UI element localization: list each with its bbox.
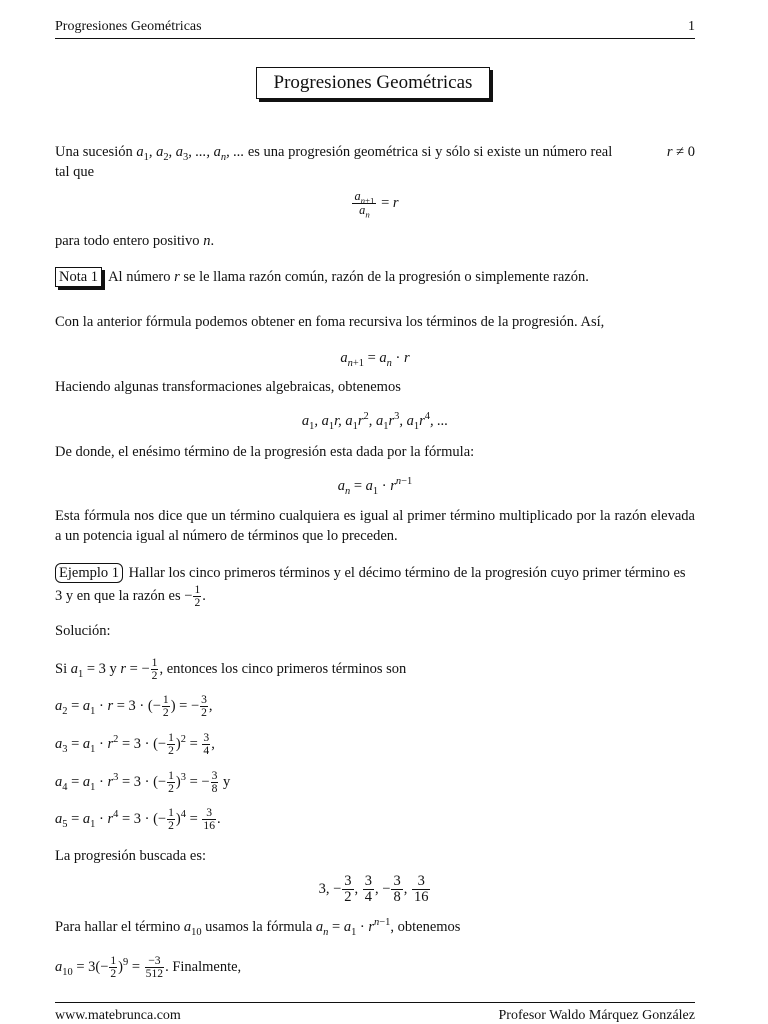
- ratio-nonzero: r ≠ 0: [666, 144, 695, 160]
- definition-text-4: para todo entero positivo: [55, 233, 200, 249]
- solucion-heading: Solución:: [55, 623, 111, 639]
- header-rule: [55, 38, 695, 39]
- term-a2: $a_2 = a_1 \cdot r = 3$ · (− $\frac{1}{2}$ ) = − $\frac{3}{2}$ ,: [55, 693, 213, 720]
- term-a4-conjunction: y: [223, 774, 231, 790]
- page-number: 1: [688, 19, 695, 34]
- nth-term-formula: $a_n = a_1 \cdot r^{n-1}$: [337, 476, 413, 497]
- transform-paragraph: Haciendo algunas transformaciones algebraicas, obtenemos: [55, 379, 401, 395]
- sequence-expression: $a_1$, $a_2$, $a_3$, ..., $a_n$, ...: [136, 144, 245, 163]
- si-text-1: Si: [55, 661, 68, 677]
- si-text-3: , entonces los cinco primeros términos son: [159, 661, 407, 677]
- page-title: Progresiones Geométricas: [256, 67, 490, 99]
- ejemplo-paragraph: Ejemplo 1 Hallar los cinco primeros términos y el décimo término de la progresión cuyo primer término es 3 y en que la razón es − $\frac{1}{2}$ .: [55, 565, 686, 610]
- ratio-definition-formula: $\frac{a_{n+1}}{a_n}$ = r: [354, 189, 399, 220]
- si-text-2: y: [109, 661, 117, 677]
- footer-rule: [55, 1002, 695, 1003]
- ejemplo-text-1: Hallar los cinco primeros términos y el décimo término de la progresión cuyo primer término es 3 y en que la razón es: [55, 565, 686, 604]
- si-paragraph: Si $a_1 = 3$ y r = − $\frac{1}{2}$ , entonces los cinco primeros términos son: [55, 656, 407, 683]
- nota-paragraph: Nota 1 Al número r se le llama razón común, razón de la progresión o simplemente razón.: [55, 266, 695, 288]
- definition-text-1: Una sucesión: [55, 144, 133, 160]
- term-a3: $a_3 = a_1 \cdot r^2 = 3$ · (− $\frac{1}{2}$ )$^2$ = $\frac{3}{4}$ ,: [55, 731, 215, 758]
- hallar-text-1: Para hallar el término: [55, 919, 181, 935]
- finalmente-text: . Finalmente,: [165, 959, 242, 975]
- sequence-terms-formula: $a_1$, $a_1r$, $a_1r^2$, $a_1r^3$, $a_1r^4$, ...: [301, 411, 449, 432]
- term-a5: $a_5 = a_1 \cdot r^4 = 3$ · (− $\frac{1}{2}$ )$^4$ = $\frac{3}{16}$ .: [55, 806, 221, 833]
- a10-result: $a_{10} = 3(-$ $\frac{1}{2}$ )$^9$ = $\frac{-3}{512}$ . Finalmente,: [55, 954, 242, 981]
- definition-text-3: tal que: [55, 164, 95, 180]
- hallar-text-2: usamos la fórmula: [205, 919, 313, 935]
- ejemplo-label: Ejemplo 1: [55, 563, 123, 583]
- nota-label: Nota 1: [55, 267, 102, 287]
- hallar-paragraph: Para hallar el término $a_{10}$ usamos la fórmula $a_n = a_1 \cdot r^{n-1}$, obtenemos: [55, 917, 461, 938]
- definition-text-2: es una progresión geométrica si y sólo si existe un número real: [247, 144, 613, 160]
- explain-paragraph: Esta fórmula nos dice que un término cualquiera es igual al primer término multiplicado por la razón elevada a un potencia igual al número de términos que lo preceden.: [55, 508, 695, 544]
- footer-author: Profesor Waldo Márquez González: [498, 1008, 695, 1023]
- footer-website: www.matebrunca.com: [55, 1008, 181, 1023]
- definition-closing: para todo entero positivo n.: [55, 233, 215, 249]
- recursive-paragraph: Con la anterior fórmula podemos obtener en foma recursiva los términos de la progresión. Así,: [55, 314, 605, 330]
- progression-result-formula: 3, − $\frac{3}{2}$ , $\frac{3}{4}$ , − $\frac{3}{8}$ , $\frac{3}{16}$: [318, 873, 429, 906]
- term-a4: $a_4 = a_1 \cdot r^3 = 3$ · (− $\frac{1}{2}$ )$^3$ = − $\frac{3}{8}$ y: [55, 769, 231, 796]
- la-progresion-paragraph: La progresión buscada es:: [55, 848, 206, 864]
- definition-paragraph: [55, 142, 695, 182]
- recursive-formula: $a_{n+1} = a_n \cdot r$: [340, 350, 410, 369]
- nota-text-2: se le llama razón común, razón de la progresión o simplemente razón.: [183, 269, 589, 285]
- running-header-title: Progresiones Geométricas: [55, 19, 202, 34]
- donde-paragraph: De donde, el enésimo término de la progresión esta dada por la fórmula:: [55, 444, 475, 460]
- hallar-text-3: , obtenemos: [390, 919, 461, 935]
- nota-text-1: Al número: [108, 269, 171, 285]
